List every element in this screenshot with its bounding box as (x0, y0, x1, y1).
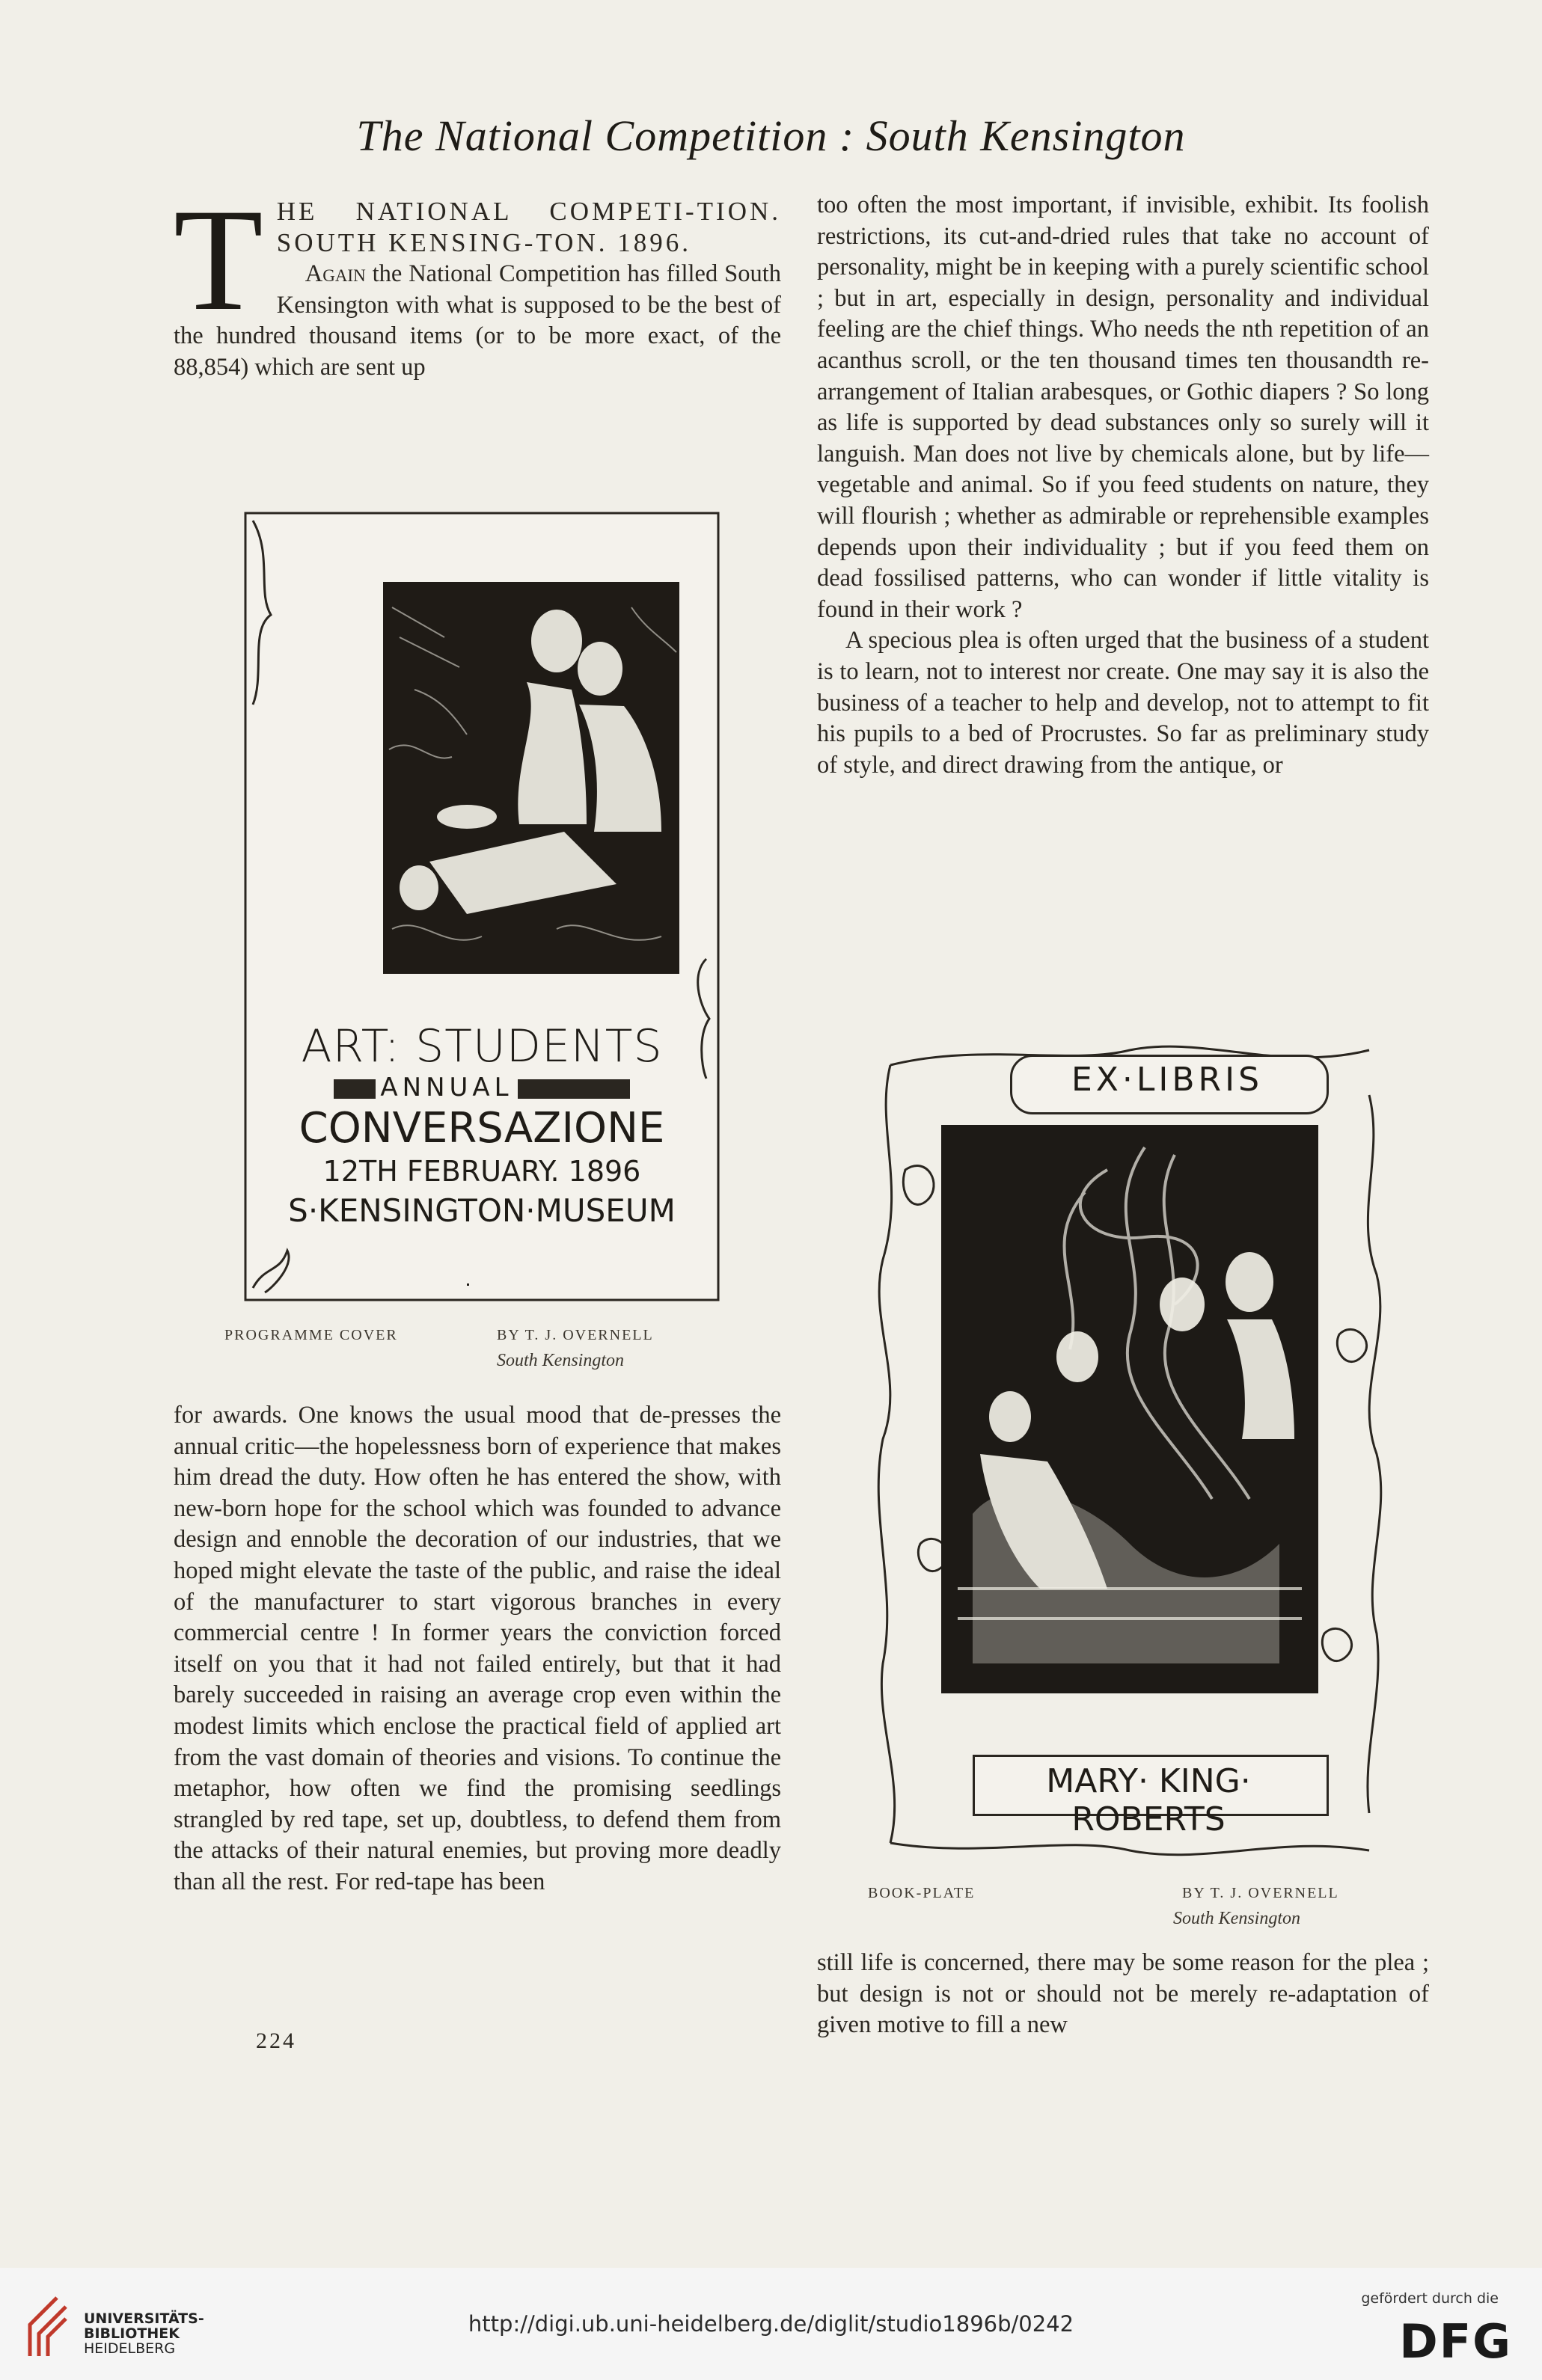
left-column-top (174, 179, 781, 383)
page-number: 224 (256, 2028, 296, 2053)
dfg-logo: DFG (1399, 2314, 1512, 2369)
running-head: The National Competition : South Kensington (356, 111, 1186, 160)
programme-title-line1: ART: STUDENTS (301, 1020, 663, 1073)
programme-title-line2 (287, 1073, 676, 1102)
right-column-bottom (817, 1948, 1429, 2041)
footer-bar (0, 2268, 1542, 2380)
programme-caption-place: South Kensington (497, 1351, 625, 1370)
programme-title-line4: 12TH FEBRUARY. 1896 (322, 1155, 641, 1188)
bookplate-caption-right: BY T. J. OVERNELL (1182, 1885, 1339, 1901)
drop-cap: T (174, 179, 263, 341)
paragraph-intro (174, 259, 781, 383)
bookplate-figure (860, 1020, 1399, 1948)
owner-name: MARY· KING· ROBERTS (1046, 1762, 1251, 1838)
paragraph-red-tape: too often the most important, if invisible, exhibit. Its foolish restrictions, its cut-and-dried rules that take no account of personality, might be in keeping with a purely scientific school ; but in art, especially in design, personality and individual feeling are the chief things. Who needs the nth repetition of an acanthus scroll, or the ten thousand times ten thousandth re-arrangement of Italian arabesques, or Gothic diapers ? So long as life is supported by dead substances only so surely will it languish. Man does not live by chemicals alone, but by life—vegetable and animal. So if you feed students on nature, they will flourish ; whether as admirable or reprehensible examples depends upon their individuality ; but if you feed them on dead fossilised patterns, who can wonder if little vitality is found in their work ? (817, 191, 1429, 623)
bookplate-artwork (860, 1020, 1399, 1873)
paragraph-critic: for awards. One knows the usual mood that de-presses the annual critic—the hopelessness born of experience that makes him dread the duty. How often he has entered the show, with new-born hope for the school which was founded to advance design and ennoble the decoration of our industries, that we hoped might elevate the taste of the public, and raise the ideal of the manufacturer to start vigorous branches in every commercial centre ! In former years the conviction forced itself on you that it had not failed entirely, but that it had barely succeeded in raising an average crop even within the modest limits which enclose the practical field of applied art from the vast domain of theories and visions. To continue the metaphor, how often we find the promising seedlings strangled by red tape, set up, doubtless, to defend them from the attacks of their natural enemies, but proving more deadly than all the rest. For red-tape has been (174, 1402, 781, 1895)
opening-heading: HE NATIONAL COMPETI-TION. SOUTH KENSING-TON. 1896. (276, 197, 781, 257)
programme-title-line5: S·KENSINGTON·MUSEUM (288, 1192, 676, 1229)
bookplate-caption-place: South Kensington (1173, 1909, 1301, 1928)
intro-text: the National Competition has filled South Kensington with what is supposed to be the best of the hundred thousand items (or to be more exact, of the 88,854) which are sent up (174, 260, 781, 381)
left-column-bottom (174, 1400, 781, 1898)
library-line2: BIBLIOTHEK (84, 2325, 180, 2342)
library-line1: UNIVERSITÄTS- (84, 2310, 204, 2327)
programme-caption-right: BY T. J. OVERNELL (497, 1327, 654, 1343)
library-line3: HEIDELBERG (84, 2340, 176, 2357)
programme-title-line3: CONVERSAZIONE (299, 1104, 665, 1153)
bookplate-caption-left: BOOK-PLATE (868, 1885, 976, 1901)
right-column-top (817, 190, 1429, 781)
source-url-link[interactable]: http://digi.ub.uni-heidelberg.de/diglit/studio1896b/0242 (468, 2311, 1074, 2337)
annual-label: ANNUAL (380, 1073, 513, 1102)
programme-caption-left: PROGRAMME COVER (224, 1327, 398, 1343)
programme-cover-figure (224, 510, 721, 1378)
intro-smallcaps: Again (305, 260, 366, 287)
ex-libris-text: EX·LIBRIS (1071, 1061, 1264, 1099)
funding-note: gefördert durch die (1361, 2290, 1499, 2307)
paragraph-still-life: still life is concerned, there may be some reason for the plea ; but design is not or should not be merely re-adaptation of given motive to fill a new (817, 1949, 1429, 2039)
paragraph-specious-plea: A specious plea is often urged that the business of a student is to learn, not to interest nor create. One may say it is also the business of a teacher to help and develop, not to attempt to fit his pupils to a bed of Procrustes. So far as preliminary study of style, and direct drawing from the antique, or (817, 627, 1429, 779)
